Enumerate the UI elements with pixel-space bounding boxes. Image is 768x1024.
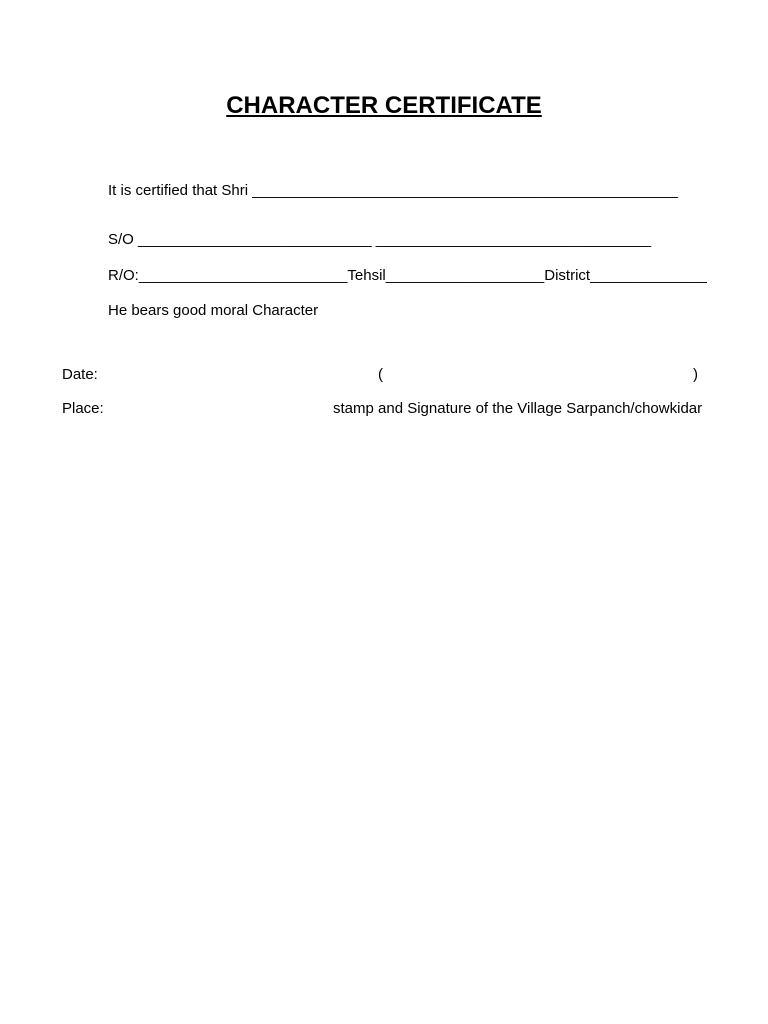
place-label: Place:: [62, 400, 104, 417]
date-label: Date:: [62, 366, 98, 383]
son-of-line: S/O ____________________________ _________________________________: [108, 231, 652, 248]
moral-character-statement: He bears good moral Character: [108, 302, 319, 319]
resident-of-line: R/O:_________________________Tehsil___________________District______________: [108, 267, 707, 284]
signature-paren-open: (: [378, 366, 383, 383]
signature-caption: stamp and Signature of the Village Sarpanch/chowkidar: [333, 400, 703, 417]
certified-shri-line: It is certified that Shri ___________________________________________________: [108, 182, 678, 199]
page-title: CHARACTER CERTIFICATE: [226, 92, 542, 119]
signature-paren-close: ): [693, 366, 698, 383]
